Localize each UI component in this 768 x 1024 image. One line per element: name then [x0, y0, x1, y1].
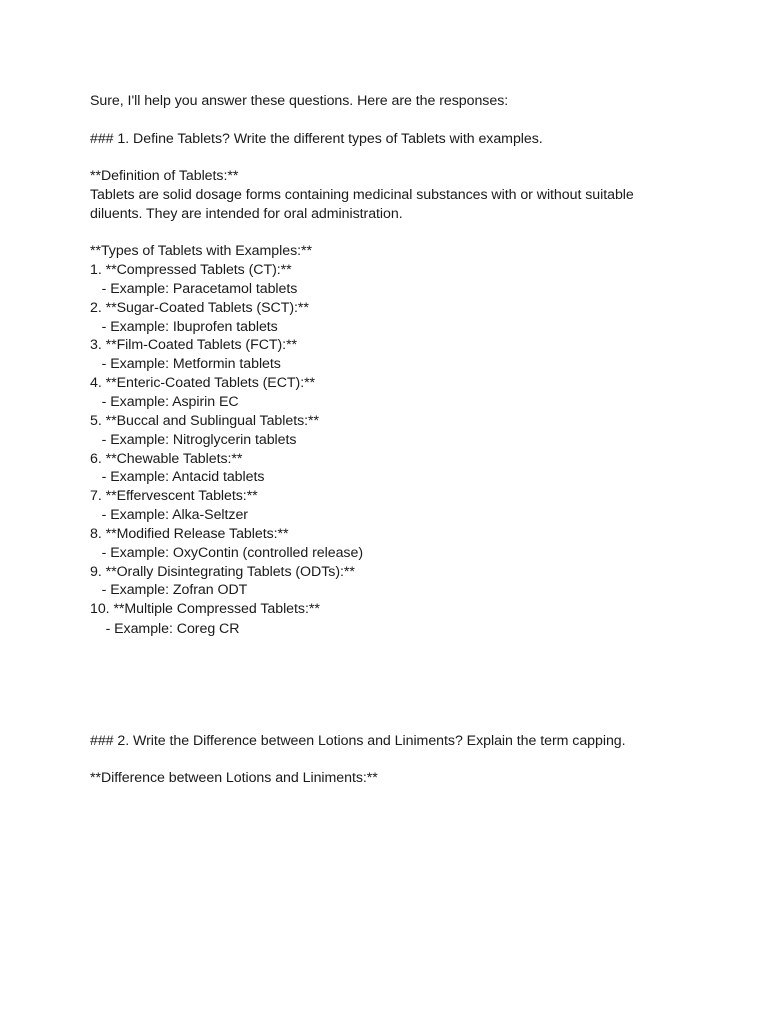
question-1-heading: ### 1. Define Tablets? Write the different types of Tablets with examples. [90, 131, 543, 147]
list-item: 1. **Compressed Tablets (CT):** [90, 262, 292, 278]
list-item-example: - Example: Nitroglycerin tablets [90, 432, 297, 448]
list-item-example: - Example: Alka-Seltzer [90, 507, 248, 523]
list-item: 8. **Modified Release Tablets:** [90, 526, 289, 542]
list-item-example: - Example: Antacid tablets [90, 469, 265, 485]
list-item: 7. **Effervescent Tablets:** [90, 488, 258, 504]
list-item: 2. **Sugar-Coated Tablets (SCT):** [90, 300, 309, 316]
intro-line: Sure, I'll help you answer these questions. Here are the responses: [90, 93, 509, 109]
list-item: 9. **Orally Disintegrating Tablets (ODTs):** [90, 564, 355, 580]
definition-text-2: diluents. They are intended for oral administration. [90, 206, 403, 222]
definition-heading: **Definition of Tablets:** [90, 168, 239, 184]
list-item-example: - Example: Ibuprofen tablets [90, 319, 278, 335]
list-item-example: - Example: OxyContin (controlled release) [90, 545, 363, 561]
list-item-example: - Example: Zofran ODT [90, 582, 248, 598]
list-item-example: - Example: Metformin tablets [90, 356, 281, 372]
list-item-example: - Example: Coreg CR [90, 621, 240, 637]
difference-heading: **Difference between Lotions and Liniments:** [90, 770, 378, 786]
list-item: 3. **Film-Coated Tablets (FCT):** [90, 337, 298, 353]
question-2-heading: ### 2. Write the Difference between Lotions and Liniments? Explain the term capping. [90, 733, 626, 749]
list-item-example: - Example: Aspirin EC [90, 394, 239, 410]
types-heading: **Types of Tablets with Examples:** [90, 243, 312, 259]
list-item: 5. **Buccal and Sublingual Tablets:** [90, 413, 319, 429]
list-item: 6. **Chewable Tablets:** [90, 451, 243, 467]
list-item-example: - Example: Paracetamol tablets [90, 281, 298, 297]
definition-text-1: Tablets are solid dosage forms containing medicinal substances with or without suitable [90, 187, 634, 203]
list-item: 10. **Multiple Compressed Tablets:** [90, 601, 320, 617]
list-item: 4. **Enteric-Coated Tablets (ECT):** [90, 375, 316, 391]
